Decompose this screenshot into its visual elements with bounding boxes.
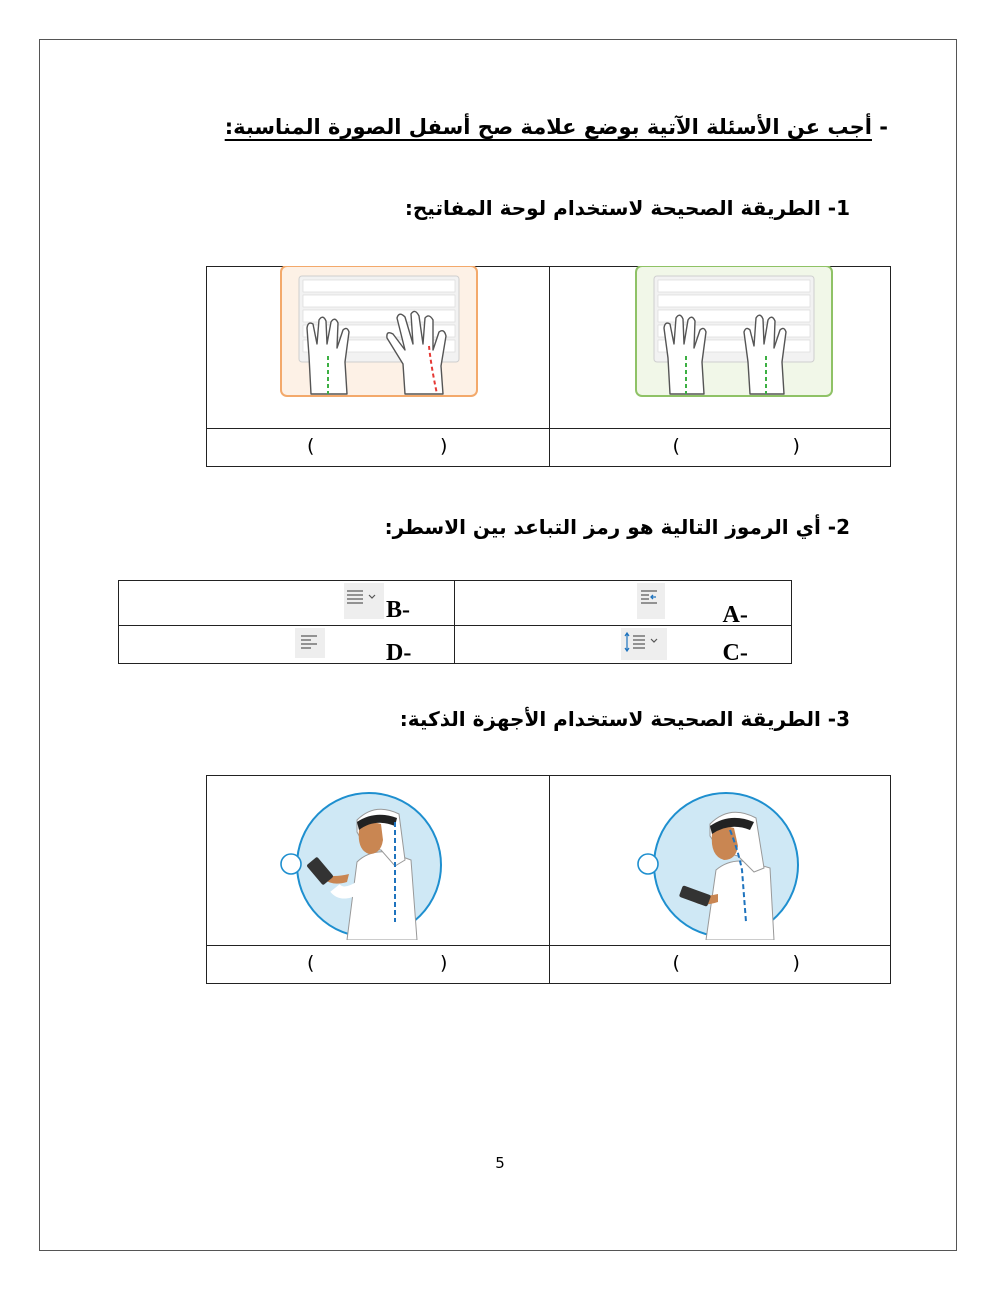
- question-2: 2- أي الرموز التالية هو رمز التباعد بين الاسطر:: [384, 515, 850, 539]
- q1-image-cell-right: [550, 267, 891, 429]
- q3-answer-left[interactable]: ( ): [207, 946, 550, 984]
- page-number: 5: [495, 1154, 505, 1172]
- question-3: 3- الطريقة الصحيحة لاستخدام الأجهزة الذكية:: [399, 707, 850, 731]
- instruction-heading: - أجب عن الأسئلة الآتية بوضع علامة صح أسفل الصورة المناسبة:: [224, 115, 888, 139]
- keyboard-hands-wrong-icon: [279, 266, 479, 400]
- question-1: 1- الطريقة الصحيحة لاستخدام لوحة المفاتيح:: [404, 196, 850, 220]
- q1-answer-right[interactable]: ( ): [550, 429, 891, 467]
- option-b-cell[interactable]: [119, 581, 455, 626]
- q3-answer-right[interactable]: ( ): [550, 946, 891, 984]
- option-d-label: D-: [386, 640, 412, 666]
- option-a-label: A-: [722, 602, 748, 628]
- q2-table: [118, 580, 792, 664]
- bad-posture-phone-icon: [634, 790, 804, 940]
- q1-answer-left[interactable]: ( ): [207, 429, 550, 467]
- q1-table: [206, 266, 891, 467]
- q3-table: [206, 775, 891, 984]
- q3-image-cell-right: [550, 776, 891, 946]
- align-justify-dropdown-icon: [344, 583, 384, 619]
- q1-image-cell-left: [207, 267, 550, 429]
- option-a-cell[interactable]: [454, 581, 792, 626]
- q3-image-cell-left: [207, 776, 550, 946]
- option-c-cell[interactable]: [454, 626, 792, 664]
- align-left-icon: [295, 628, 325, 658]
- option-b-label: B-: [386, 597, 410, 623]
- decrease-indent-icon: [637, 583, 665, 619]
- option-d-cell[interactable]: [119, 626, 455, 664]
- good-posture-phone-icon: [277, 790, 447, 940]
- option-c-label: C-: [722, 640, 748, 666]
- line-spacing-icon: [621, 628, 667, 660]
- keyboard-hands-correct-icon: [634, 266, 834, 400]
